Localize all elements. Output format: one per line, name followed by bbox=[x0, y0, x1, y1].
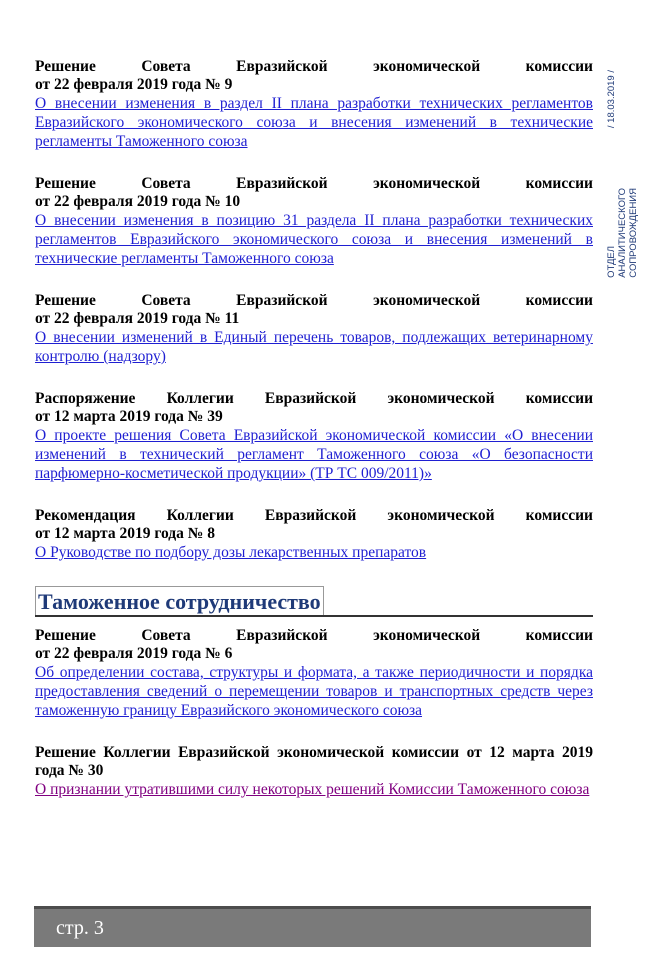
section-title: Таможенное сотрудничество bbox=[35, 586, 324, 615]
entry-link[interactable]: О внесении изменения в позицию 31 раздела II плана разработки технических регламентов Евразийского экономического союза и внесения изменений в технические регламенты Таможенного союза bbox=[35, 212, 593, 267]
entry-title: Решение Совета Евразийской экономической комиссии от 22 февраля 2019 года № 6 bbox=[35, 627, 593, 662]
list-item bbox=[35, 507, 593, 562]
document-body bbox=[35, 58, 593, 823]
entry-title: Решение Совета Евразийской экономической комиссии от 22 февраля 2019 года № 10 bbox=[35, 175, 593, 210]
entry-link[interactable]: О проекте решения Совета Евразийской экономической комиссии «О внесении изменений в технический регламент Таможенного союза «О безопасности парфюмерно-косметической продукции» (ТР ТС 009/2011)» bbox=[35, 427, 593, 482]
entry-title: Распоряжение Коллегии Евразийской экономической комиссии от 12 марта 2019 года № 39 bbox=[35, 390, 593, 425]
entry-title: Решение Коллегии Евразийской экономической комиссии от 12 марта 2019 года № 30 bbox=[35, 744, 593, 779]
list-item bbox=[35, 58, 593, 151]
entry-link[interactable]: О признании утратившими силу некоторых решений Комиссии Таможенного союза bbox=[35, 781, 590, 798]
list-item bbox=[35, 175, 593, 268]
side-dept-line2: АНАЛИТИЧЕСКОГО bbox=[617, 188, 628, 278]
entry-title: Рекомендация Коллегии Евразийской экономической комиссии от 12 марта 2019 года № 8 bbox=[35, 507, 593, 542]
side-dept-line1: ОТДЕЛ bbox=[606, 246, 617, 278]
entry-link[interactable]: О Руководстве по подбору дозы лекарственных препаратов bbox=[35, 544, 427, 561]
side-dept-line3: СОПРОВОЖДЕНИЯ bbox=[628, 188, 639, 278]
entry-link[interactable]: Об определении состава, структуры и формата, а также периодичности и порядка предоставления сведений о перемещении товаров и транспортных средств через таможенную границу Евразийского экономического союза bbox=[35, 664, 593, 719]
list-item bbox=[35, 744, 593, 799]
section-heading bbox=[35, 586, 593, 617]
list-item bbox=[35, 390, 593, 483]
entry-link[interactable]: О внесении изменений в Единый перечень товаров, подлежащих ветеринарному контролю (надзору) bbox=[35, 329, 593, 365]
entry-title: Решение Совета Евразийской экономической комиссии от 22 февраля 2019 года № 11 bbox=[35, 292, 593, 327]
entry-title: Решение Совета Евразийской экономической комиссии от 22 февраля 2019 года № 9 bbox=[35, 58, 593, 93]
page-number: стр. 3 bbox=[56, 916, 104, 939]
side-date: / 18.03.2019 / bbox=[606, 69, 617, 128]
side-label bbox=[606, 58, 646, 278]
entry-link[interactable]: О внесении изменения в раздел II плана разработки технических регламентов Евразийского экономического союза и внесения изменений в технические регламенты Таможенного союза bbox=[35, 95, 593, 150]
page-footer bbox=[34, 906, 591, 947]
list-item bbox=[35, 627, 593, 720]
list-item bbox=[35, 292, 593, 366]
